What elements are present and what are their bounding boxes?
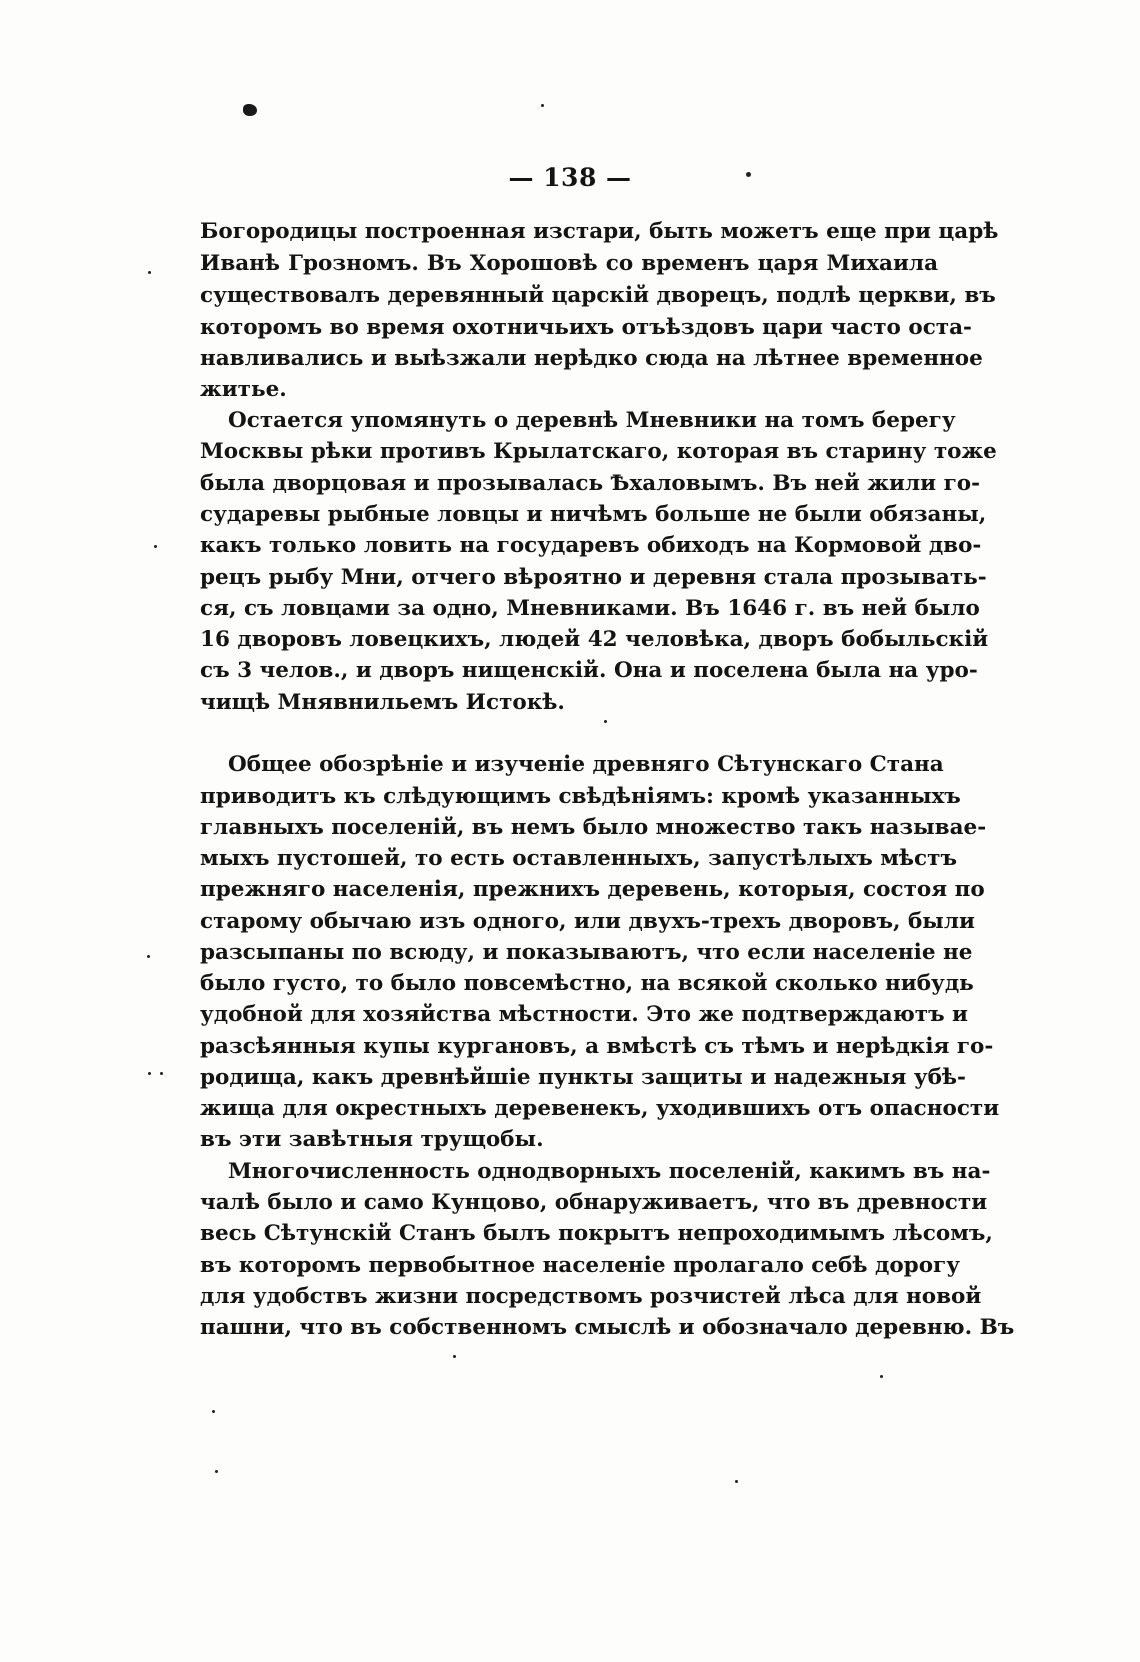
text-line: 16 дворовъ ловецкихъ, людей 42 человѣка, дворъ бобыльскій [200, 627, 989, 652]
text-line: рецъ рыбу Мни, отчего вѣроятно и деревня стала прозывать- [200, 565, 987, 590]
ink-speck [148, 1072, 151, 1075]
ink-speck [880, 1375, 883, 1378]
text-line: весь Сѣтунскій Станъ былъ покрытъ непроходимымъ лѣсомъ, [200, 1221, 993, 1246]
text-line: родища, какъ древнѣйшіе пункты защиты и надежныя убѣ- [200, 1065, 966, 1090]
text-line: житье. [200, 377, 287, 402]
text-line: чалѣ было и само Кунцово, обнаруживаетъ, что въ древности [200, 1190, 988, 1215]
ink-speck [147, 955, 150, 958]
text-line: пашни, что въ собственномъ смыслѣ и обозначало деревню. Въ [200, 1315, 1015, 1340]
ink-speck [212, 1410, 215, 1413]
page-number: — 138 — [508, 163, 632, 192]
ink-speck [604, 720, 607, 723]
text-line: въ которомъ первобытное населеніе пролагало себѣ дорогу [200, 1253, 960, 1278]
text-line: для удобствъ жизни посредствомъ розчистей лѣса для новой [200, 1284, 982, 1309]
text-line: Богородицы построенная изстари, быть можетъ еще при царѣ [200, 219, 999, 244]
text-line: съ 3 челов., и дворъ нищенскій. Она и поселена была на уро- [200, 658, 978, 683]
text-line: разсыпаны по всюду, и показываютъ, что если населеніе не [200, 940, 973, 965]
text-line: разсѣянныя купы кургановъ, а вмѣстѣ съ тѣмъ и нерѣдкія го- [200, 1034, 994, 1059]
text-line: ся, съ ловцами за одно, Мневниками. Въ 1646 г. въ ней было [200, 596, 980, 621]
text-line: главныхъ поселеній, въ немъ было множество такъ называе- [200, 815, 987, 840]
text-line: приводитъ къ слѣдующимъ свѣдѣніямъ: кромѣ указанныхъ [200, 784, 961, 809]
text-line: Иванѣ Грозномъ. Въ Хорошовѣ со временъ царя Михаила [200, 251, 938, 276]
ink-speck [148, 271, 151, 274]
text-line: Остается упомянуть о деревнѣ Мневники на томъ берегу [228, 408, 956, 433]
text-line: была дворцовая и прозывалась Ѣхаловымъ. Въ ней жили го- [200, 471, 981, 496]
text-line: навливались и выѣзжали нерѣдко сюда на лѣтнее временное [200, 346, 983, 371]
text-line: мыхъ пустошей, то есть оставленныхъ, запустѣлыхъ мѣстъ [200, 846, 957, 871]
text-line: старому обычаю изъ одного, или двухъ-трехъ дворовъ, были [200, 909, 975, 934]
text-line: жища для окрестныхъ деревенекъ, уходившихъ отъ опасности [200, 1096, 1000, 1121]
ink-speck [215, 1470, 218, 1473]
ink-speck [541, 104, 544, 107]
text-line: чищѣ Мнявнильемъ Истокѣ. [200, 690, 565, 715]
text-line: прежняго населенія, прежнихъ деревень, которыя, состоя по [200, 877, 985, 902]
text-line: какъ только ловить на государевъ обиходъ на Кормовой дво- [200, 533, 982, 558]
text-line: было густо, то было повсемѣстно, на всякой сколько нибудь [200, 971, 974, 996]
ink-speck [735, 1480, 738, 1483]
ink-blot [243, 104, 257, 116]
ink-speck [160, 1072, 163, 1075]
text-line: Многочисленность однодворныхъ поселеній, какимъ въ на- [228, 1159, 991, 1184]
ink-speck [453, 1355, 456, 1358]
text-line: существовалъ деревянный царскій дворецъ, подлѣ церкви, въ [200, 283, 996, 308]
text-line: Общее обозрѣніе и изученіе древняго Сѣтунскаго Стана [228, 752, 944, 777]
text-line: Москвы рѣки противъ Крылатскаго, которая въ старину тоже [200, 439, 997, 464]
ink-speck [154, 545, 157, 548]
text-line: удобной для хозяйства мѣстности. Это же подтверждаютъ и [200, 1002, 968, 1027]
text-line: въ эти завѣтныя трущобы. [200, 1127, 544, 1152]
text-line: сударевы рыбные ловцы и ничѣмъ больше не были обязаны, [200, 502, 987, 527]
text-line: которомъ во время охотничьихъ отъѣздовъ цари часто оста- [200, 315, 972, 340]
